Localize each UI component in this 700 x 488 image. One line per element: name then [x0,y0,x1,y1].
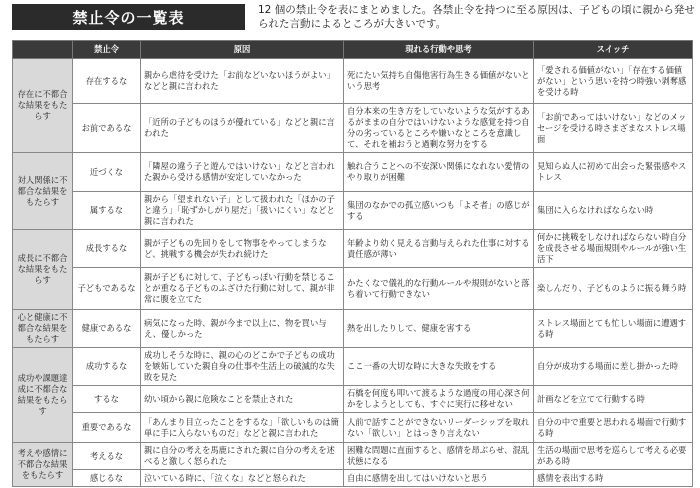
switch-cell: 自分が成功する場面に差し掛かった時 [534,348,693,386]
switch-cell: 集団に入らなければならない時 [534,192,693,230]
table-row [13,153,693,192]
page-title: 禁止令の一覧表 [12,4,245,30]
table-row [13,268,693,310]
table-row [13,59,693,104]
table-row [13,348,693,386]
switch-cell: 見知らぬ人に初めて出会った緊張感やストレス [534,153,693,192]
prohibition-cell: 属するな [73,192,141,230]
behavior-cell: ここ一番の大切な時に大きな失敗をする [344,348,534,386]
header-behavior: 現れる行動や思考 [344,41,534,59]
switch-cell: 自分の中で重要と思われる場面で行動する時 [534,413,693,443]
table-header-row [13,41,693,59]
behavior-cell: 困難な問題に直面すると、感情を昂ぶらせ、混乱状態になる [344,443,534,470]
prohibition-cell: 健康であるな [73,310,141,348]
prohibition-cell: 子どもであるな [73,268,141,310]
switch-cell: 「愛される価値がない」「存在する価値がない」という思いを持つ時強い剥奪感を受ける時 [534,59,693,104]
behavior-cell: 熱を出したりして、健康を害する [344,310,534,348]
behavior-cell: かたくなで儀礼的な行動ルールや規則がないと落ち着いて行動できない [344,268,534,310]
switch-cell: 生活の場面で思考を巡らして考える必要がある時 [534,443,693,470]
header-switch: スイッチ [534,41,693,59]
behavior-cell: 死にたい気持ち自傷他害行為生きる価値がないという思考 [344,59,534,104]
category-cell: 成功や課題達成に不都合な結果をもたらす [13,348,73,443]
table-row [13,470,693,487]
table-row [13,310,693,348]
category-cell: 心と健康に不都合な結果をもたらす [13,310,73,348]
category-cell: 対人関係に不都合な結果をもたらす [13,153,73,230]
category-cell: 考えや感情に不都合な結果をもたらす [13,443,73,487]
behavior-cell: 石橋を何度も叩いて渡るような過度の用心深さ何かをしようとしても、すぐに実行に移せない [344,386,534,413]
switch-cell: 「お前であってはいけない」などのメッセージを受ける時さまざまなストレス場面 [534,104,693,153]
intro-text: 12 個の禁止令を表にまとめました。各禁止令を持つに至る原因は、子どもの頃に親から発せられた言動によるところが大きいです。 [258,4,695,30]
prohibition-cell: するな [73,386,141,413]
switch-cell: ストレス場面とても忙しい場面に遭遇する時 [534,310,693,348]
cause-cell: 「近所の子どものほうが優れている」などと親に言われた [141,104,344,153]
prohibition-cell: 近づくな [73,153,141,192]
prohibition-cell: お前であるな [73,104,141,153]
prohibition-cell: 考えるな [73,443,141,470]
table-row [13,413,693,443]
prohibition-cell: 成長するな [73,230,141,268]
category-cell: 存在に不都合な結果をもたらす [13,59,73,153]
header-cause: 原因 [141,41,344,59]
table-row [13,192,693,230]
cause-cell: 「あんまり目立ったことをするな」「欲しいものは簡単に手に入らないものだ」などと親に言われた [141,413,344,443]
cause-cell: 親が子どもの先回りをして物事をやってしまうなど、挑戦する機会が失われ続けた [141,230,344,268]
behavior-cell: 人前で話すことができないリーダーシップを取れない「欲しい」とはっきり言えない [344,413,534,443]
table-row [13,386,693,413]
cause-cell: 泣いている時に、「泣くな」などと怒られた [141,470,344,487]
prohibition-cell: 感じるな [73,470,141,487]
behavior-cell: 集団のなかでの孤立感いつも「よそ者」の感じがする [344,192,534,230]
switch-cell: 計画などを立てて行動する時 [534,386,693,413]
prohibition-cell: 存在するな [73,59,141,104]
table-row [13,104,693,153]
switch-cell: 何かに挑戦をしなければならない時自分を成長させる場面規則やルールが強い生活下 [534,230,693,268]
header-prohibition: 禁止令 [73,41,141,59]
behavior-cell: 触れ合うことへの不安深い関係になれない愛情のやり取りが困難 [344,153,534,192]
cause-cell: 「隣屋の違う子と遊んではいけない」などと言われた親から受ける感情が安定していなかった [141,153,344,192]
category-cell: 成長に不都合な結果をもたらす [13,230,73,310]
behavior-cell: 年齢より幼く見える言動与えられた仕事に対する責任感が薄い [344,230,534,268]
prohibition-cell: 重要であるな [73,413,141,443]
table-row [13,443,693,470]
behavior-cell: 自分本来の生き方をしていないような気がするあるがままの自分ではいけないような感覚を持つ自分の劣っているところや嫌いなところを意識して、それを補おうと過剰な努力をする [344,104,534,153]
prohibition-table [12,40,693,487]
prohibition-cell: 成功するな [73,348,141,386]
cause-cell: 親に自分の考えを馬鹿にされた親に自分の考えを述べると激しく怒られた [141,443,344,470]
switch-cell: 感情を表出する時 [534,470,693,487]
switch-cell: 楽しんだり、子どものように振る舞う時 [534,268,693,310]
cause-cell: 親から「望まれない子」として扱われた「ほかの子と違う」「恥ずかしがり屋だ」「扱いにくい」などと親に言われた [141,192,344,230]
header-blank [13,41,73,59]
cause-cell: 親から虐待を受けた「お前などいないほうがよい」などと親に言われた [141,59,344,104]
cause-cell: 親が子どもに対して、子どもっぽい行動を禁じることが重なる子どものふざけた行動に対して、親が非常に腹を立てた [141,268,344,310]
behavior-cell: 自由に感情を出してはいけないと思う [344,470,534,487]
cause-cell: 病気になった時、親が今まで以上に、物を買い与え、優しかった [141,310,344,348]
cause-cell: 幼い頃から親に危険なことを禁止された [141,386,344,413]
cause-cell: 成功しそうな時に、親の心のどこかで子どもの成功を嫉妬していた親自身の仕事や生活上の破滅的な失敗を見た [141,348,344,386]
table-row [13,230,693,268]
